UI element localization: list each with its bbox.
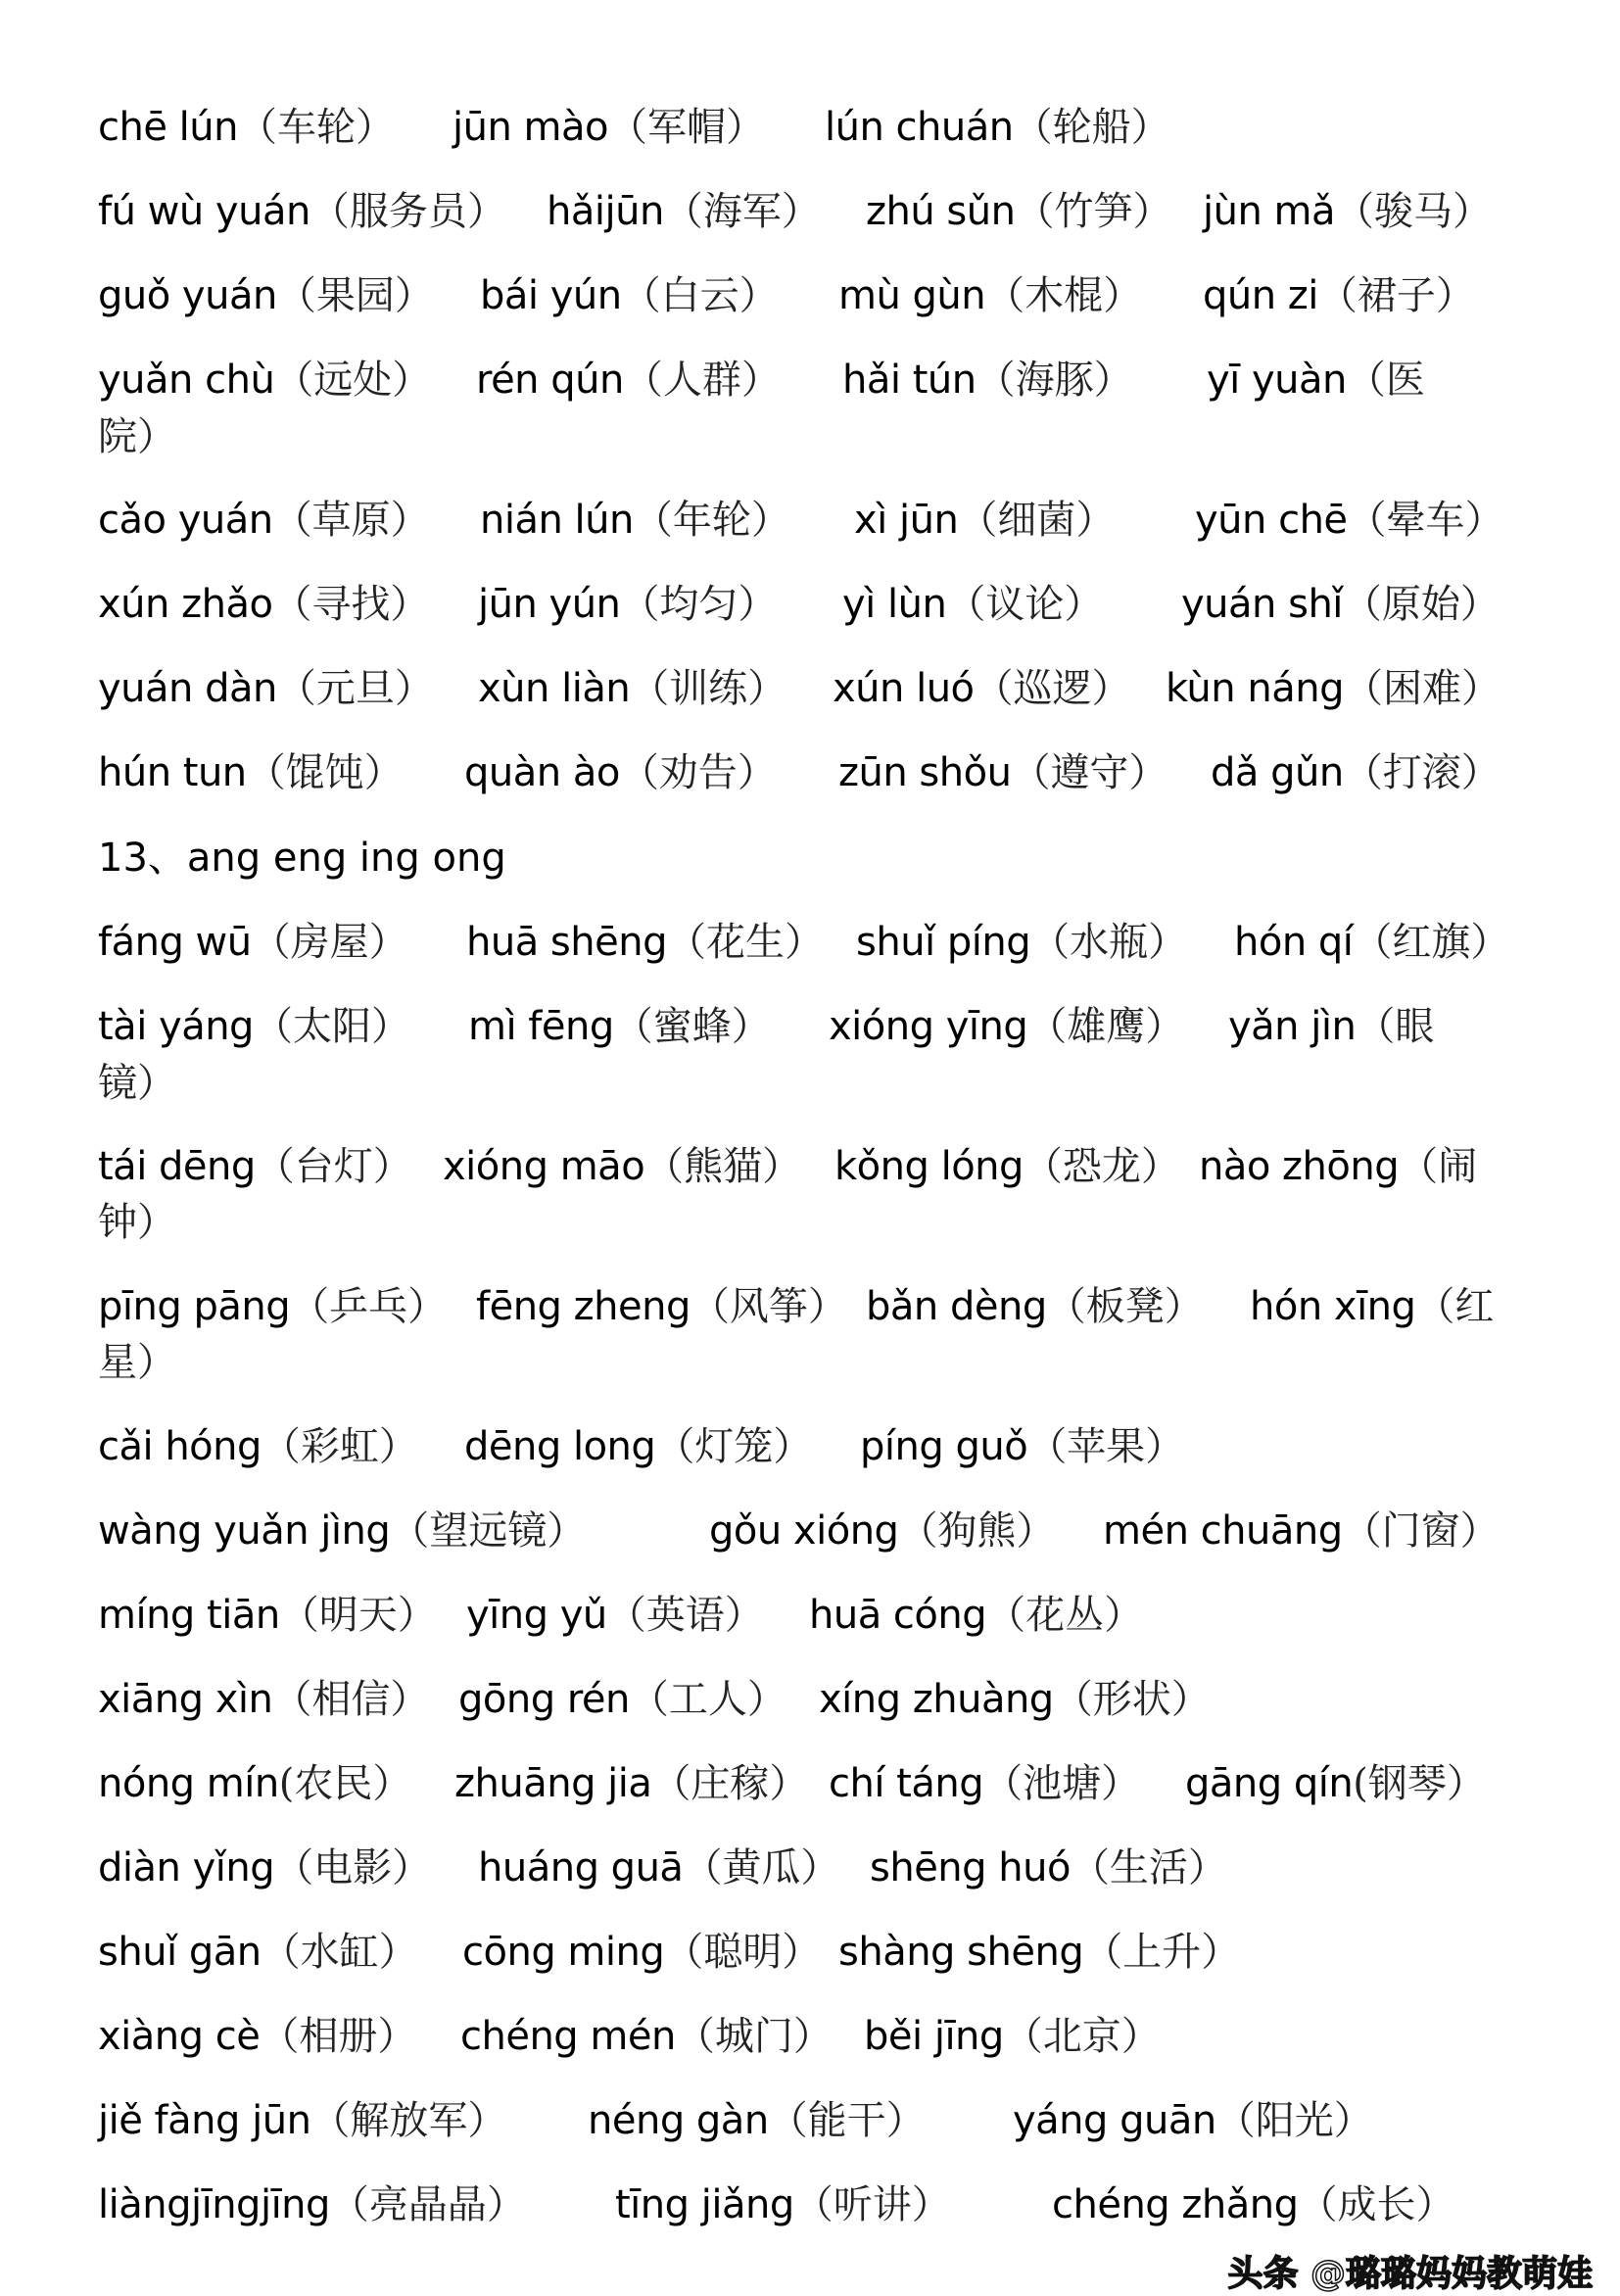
word-entry	[829, 999, 1184, 1054]
word-entry	[98, 1672, 429, 1727]
pinyin: liàngjīngjīng	[98, 2182, 330, 2227]
pinyin: dēng long	[464, 1424, 656, 1469]
word-entry	[1211, 745, 1501, 800]
hanzi: （骏马）	[1335, 189, 1493, 234]
pinyin: yì lùn	[842, 582, 947, 627]
hanzi: （相册）	[260, 2014, 417, 2059]
hanzi: （池塘）	[983, 1761, 1141, 1806]
word-entry	[466, 915, 824, 970]
pinyin: rén qún	[476, 358, 624, 403]
pinyin: quàn ào	[464, 750, 620, 795]
hanzi: （红	[1415, 1284, 1495, 1329]
word-entry	[838, 1925, 1240, 1980]
hanzi: （细菌）	[958, 498, 1116, 543]
word-entry	[478, 661, 786, 716]
section-heading: 13、ang eng ing ong	[98, 836, 506, 881]
hanzi: （房屋）	[251, 920, 408, 965]
pinyin: píng guǒ	[860, 1424, 1028, 1469]
pinyin: qún zi	[1203, 273, 1318, 318]
hanzi: （花丛）	[986, 1593, 1144, 1638]
hanzi: （巡逻）	[974, 666, 1131, 711]
word-entry	[98, 1925, 418, 1980]
word-entry	[443, 1139, 801, 1194]
hanzi: （能干）	[768, 2098, 926, 2143]
word-entry	[1103, 1504, 1500, 1558]
pinyin: xùn liàn	[478, 666, 631, 711]
hanzi: （年轮）	[633, 498, 790, 543]
word-entry	[453, 100, 765, 155]
hanzi: (农民）	[278, 1761, 412, 1806]
pinyin: xíng zhuàng	[819, 1677, 1054, 1722]
pinyin: xì jūn	[854, 498, 959, 543]
pinyin: xún zhǎo	[98, 582, 273, 627]
hanzi: （竹笋）	[1015, 189, 1172, 234]
word-entry	[1203, 184, 1492, 239]
word-entry	[854, 493, 1115, 548]
pinyin: hón qí	[1234, 920, 1354, 965]
hanzi: （阳光）	[1215, 2098, 1373, 2143]
hanzi: （海军）	[663, 189, 821, 234]
word-entry	[98, 577, 429, 632]
hanzi: （闹	[1399, 1144, 1478, 1189]
word-entry	[838, 745, 1167, 800]
pinyin: hún tun	[98, 750, 247, 795]
word-entry	[98, 1504, 586, 1558]
word-entry	[1166, 661, 1501, 716]
word-entry	[476, 353, 781, 407]
word-entry	[476, 1279, 847, 1334]
hanzi: （医	[1346, 358, 1425, 403]
pinyin: néng gàn	[588, 2098, 769, 2143]
hanzi: （英语）	[606, 1593, 764, 1638]
pinyin: fú wù yuán	[98, 189, 310, 234]
word-entry	[1234, 915, 1509, 970]
word-entry	[98, 1841, 431, 1895]
word-entry	[547, 184, 821, 239]
hanzi: （军帽）	[607, 105, 765, 150]
pinyin: nián lún	[480, 498, 634, 543]
pinyin: chí táng	[829, 1761, 984, 1806]
hanzi: （明天）	[279, 1593, 437, 1638]
hanzi: （太阳）	[253, 1004, 410, 1049]
word-entry	[98, 353, 431, 407]
pinyin: hǎi tún	[842, 358, 977, 403]
word-entry	[870, 1841, 1227, 1895]
hanzi: （生活）	[1070, 1845, 1227, 1890]
word-entry	[98, 745, 404, 800]
word-entry	[98, 1756, 411, 1811]
word-entry	[829, 1756, 1140, 1811]
wrapped-hanzi: 钟）	[98, 1200, 176, 1245]
word-entry	[825, 100, 1170, 155]
hanzi: （聪明）	[664, 1930, 822, 1975]
hanzi: （望远镜）	[390, 1508, 587, 1554]
word-entry	[864, 2009, 1161, 2064]
word-entry	[98, 1588, 437, 1643]
hanzi: （原始）	[1342, 582, 1500, 627]
word-entry	[842, 577, 1103, 632]
hanzi: （海豚）	[976, 358, 1133, 403]
pinyin: huáng guā	[478, 1845, 684, 1890]
hanzi: （训练）	[630, 666, 787, 711]
hanzi: （蜜蜂）	[613, 1004, 771, 1049]
pinyin: zhuāng jia	[454, 1761, 652, 1806]
word-entry	[838, 268, 1142, 323]
wrapped-hanzi: 镜）	[98, 1061, 176, 1106]
word-entry	[833, 661, 1131, 716]
word-entry	[464, 745, 777, 800]
word-entry	[98, 493, 430, 548]
pinyin: yuán dàn	[98, 666, 277, 711]
word-entry	[1052, 2177, 1455, 2232]
hanzi: （遵守）	[1011, 750, 1168, 795]
hanzi: （裙子）	[1317, 273, 1475, 318]
word-entry	[860, 1419, 1184, 1474]
hanzi: （元旦）	[276, 666, 434, 711]
word-entry	[466, 1588, 764, 1643]
word-entry	[866, 184, 1171, 239]
pinyin: xún luó	[833, 666, 975, 711]
pinyin: tài yáng	[98, 1004, 254, 1049]
word-entry	[98, 1279, 447, 1334]
pinyin: yuǎn chù	[98, 358, 275, 403]
hanzi: （木棍）	[985, 273, 1143, 318]
word-entry	[1185, 1756, 1486, 1811]
pinyin: yáng guān	[1013, 2098, 1216, 2143]
pinyin: chē lún	[98, 105, 238, 150]
pinyin: shuǐ píng	[856, 920, 1031, 965]
pinyin: mì fēng	[468, 1004, 614, 1049]
pinyin: yǎn jìn	[1228, 1004, 1357, 1049]
word-entry	[842, 353, 1133, 407]
word-entry	[460, 2009, 833, 2064]
hanzi: （水瓶）	[1030, 920, 1188, 965]
word-entry	[98, 100, 395, 155]
pinyin: shàng shēng	[838, 1930, 1084, 1975]
hanzi: （人群）	[623, 358, 781, 403]
word-entry	[615, 2177, 951, 2232]
pinyin: mén chuāng	[1103, 1508, 1343, 1554]
word-entry	[98, 915, 408, 970]
wrapped-hanzi: 院）	[98, 414, 176, 459]
hanzi: （远处）	[274, 358, 432, 403]
word-entry	[1203, 268, 1475, 323]
hanzi: （成长）	[1298, 2182, 1455, 2227]
word-entry	[458, 1672, 786, 1727]
pinyin: cǎi hóng	[98, 1424, 262, 1469]
word-entry	[480, 268, 779, 323]
hanzi: （灯笼）	[655, 1424, 813, 1469]
word-entry	[98, 1139, 412, 1194]
word-entry	[464, 1419, 812, 1474]
hanzi: （城门）	[675, 2014, 833, 2059]
pinyin: dǎ gǔn	[1211, 750, 1344, 795]
word-entry	[98, 2177, 526, 2232]
pinyin: mù gùn	[838, 273, 986, 318]
word-entry	[98, 2009, 416, 2064]
hanzi: （困难）	[1343, 666, 1501, 711]
pinyin: cōng ming	[462, 1930, 665, 1975]
word-entry	[866, 1279, 1204, 1334]
word-entry	[454, 1756, 808, 1811]
pinyin: bǎn dèng	[866, 1284, 1047, 1329]
word-entry	[709, 1504, 1055, 1558]
pinyin: guǒ yuán	[98, 273, 277, 318]
word-entry	[98, 184, 506, 239]
hanzi: （台灯）	[255, 1144, 412, 1189]
hanzi: （上升）	[1083, 1930, 1241, 1975]
hanzi: （议论）	[946, 582, 1104, 627]
pinyin: kùn náng	[1166, 666, 1344, 711]
hanzi: （服务员）	[310, 189, 506, 234]
pinyin: jūn yún	[478, 582, 621, 627]
word-entry	[1199, 1139, 1477, 1194]
word-entry	[856, 915, 1187, 970]
pinyin: nào zhōng	[1199, 1144, 1400, 1189]
pinyin: chéng zhǎng	[1052, 2182, 1299, 2227]
pinyin: zhú sǔn	[866, 189, 1016, 234]
word-entry	[98, 1419, 418, 1474]
pinyin: jùn mǎ	[1203, 189, 1336, 234]
pinyin: diàn yǐng	[98, 1845, 275, 1890]
hanzi: （风筝）	[690, 1284, 847, 1329]
hanzi: （恐龙）	[1023, 1144, 1180, 1189]
watermark: 头条 @璐璐妈妈教萌娃	[1227, 2254, 1593, 2294]
hanzi: （眼	[1356, 1004, 1435, 1049]
hanzi: （水缸）	[261, 1930, 418, 1975]
hanzi: （劝告）	[619, 750, 777, 795]
pinyin: xióng yīng	[829, 1004, 1028, 1049]
word-entry	[480, 493, 790, 548]
word-entry	[478, 1841, 839, 1895]
hanzi: （工人）	[629, 1677, 786, 1722]
hanzi: （相信）	[272, 1677, 430, 1722]
word-entry	[98, 661, 434, 716]
pinyin: huā cóng	[809, 1593, 987, 1638]
pinyin: gāng qín	[1185, 1761, 1354, 1806]
pinyin: nóng mín	[98, 1761, 279, 1806]
word-entry	[98, 268, 434, 323]
pinyin: chéng mén	[460, 2014, 676, 2059]
pinyin: jiě fàng jūn	[98, 2098, 311, 2143]
pinyin: shēng huó	[870, 1845, 1071, 1890]
pinyin: yūn chē	[1195, 498, 1348, 543]
pinyin: huā shēng	[466, 920, 667, 965]
hanzi: （黄瓜）	[683, 1845, 840, 1890]
hanzi: （红旗）	[1353, 920, 1510, 965]
pinyin: gōng rén	[458, 1677, 630, 1722]
hanzi: （雄鹰）	[1027, 1004, 1185, 1049]
pinyin: yīng yǔ	[466, 1593, 607, 1638]
hanzi: （听讲）	[793, 2182, 951, 2227]
pinyin: cǎo yuán	[98, 498, 273, 543]
pinyin: hǎijūn	[547, 189, 664, 234]
hanzi: （乒乓）	[290, 1284, 448, 1329]
pinyin: xiàng cè	[98, 2014, 261, 2059]
hanzi: （北京）	[1003, 2014, 1161, 2059]
word-entry	[1228, 999, 1434, 1054]
hanzi: （花生）	[666, 920, 824, 965]
pinyin: shuǐ gān	[98, 1930, 262, 1975]
word-entry	[834, 1139, 1180, 1194]
pinyin: zūn shǒu	[838, 750, 1012, 795]
hanzi: （狗熊）	[898, 1508, 1056, 1554]
pinyin: míng tiān	[98, 1593, 280, 1638]
hanzi: （亮晶晶）	[329, 2182, 526, 2227]
hanzi: （门窗）	[1342, 1508, 1500, 1554]
pinyin: tái dēng	[98, 1144, 256, 1189]
word-entry	[1195, 493, 1504, 548]
pinyin: fēng zheng	[476, 1284, 691, 1329]
word-entry	[1181, 577, 1500, 632]
hanzi: （轮船）	[1013, 105, 1170, 150]
pinyin: yī yuàn	[1207, 358, 1347, 403]
pinyin: xiāng xìn	[98, 1677, 273, 1722]
pinyin: xióng māo	[443, 1144, 645, 1189]
hanzi: （形状）	[1053, 1677, 1211, 1722]
word-entry	[1207, 353, 1425, 407]
word-entry	[588, 2093, 926, 2148]
hanzi: （电影）	[274, 1845, 432, 1890]
hanzi: （解放军）	[310, 2098, 507, 2143]
hanzi: (钢琴）	[1353, 1761, 1486, 1806]
hanzi: （苹果）	[1027, 1424, 1185, 1469]
pinyin: wàng yuǎn jìng	[98, 1508, 391, 1554]
pinyin: pīng pāng	[98, 1284, 291, 1329]
pinyin: fáng wū	[98, 920, 252, 965]
hanzi: （果园）	[276, 273, 434, 318]
word-entry	[809, 1588, 1143, 1643]
pinyin: gǒu xióng	[709, 1508, 899, 1554]
pinyin: jūn mào	[453, 105, 608, 150]
wrapped-hanzi: 星）	[98, 1340, 176, 1385]
hanzi: （熊猫）	[644, 1144, 802, 1189]
hanzi: （彩虹）	[261, 1424, 418, 1469]
word-entry	[462, 1925, 821, 1980]
hanzi: （车轮）	[237, 105, 395, 150]
pinyin: hón xīng	[1250, 1284, 1416, 1329]
hanzi: （草原）	[272, 498, 430, 543]
pinyin: kǒng lóng	[834, 1144, 1024, 1189]
hanzi: （板凳）	[1046, 1284, 1204, 1329]
pinyin: tīng jiǎng	[615, 2182, 794, 2227]
word-entry	[98, 999, 410, 1054]
hanzi: （寻找）	[272, 582, 430, 627]
word-entry	[1013, 2093, 1373, 2148]
hanzi: （白云）	[621, 273, 779, 318]
hanzi: （均匀）	[620, 582, 778, 627]
pinyin: běi jīng	[864, 2014, 1004, 2059]
pinyin: lún chuán	[825, 105, 1014, 150]
hanzi: （庄稼）	[651, 1761, 809, 1806]
word-entry	[468, 999, 771, 1054]
word-entry	[819, 1672, 1211, 1727]
word-entry	[98, 2093, 506, 2148]
word-entry	[1250, 1279, 1494, 1334]
pinyin: bái yún	[480, 273, 622, 318]
hanzi: （打滚）	[1343, 750, 1501, 795]
pinyin: yuán shǐ	[1181, 582, 1343, 627]
hanzi: （馄饨）	[246, 750, 404, 795]
word-entry	[478, 577, 777, 632]
hanzi: （晕车）	[1347, 498, 1504, 543]
